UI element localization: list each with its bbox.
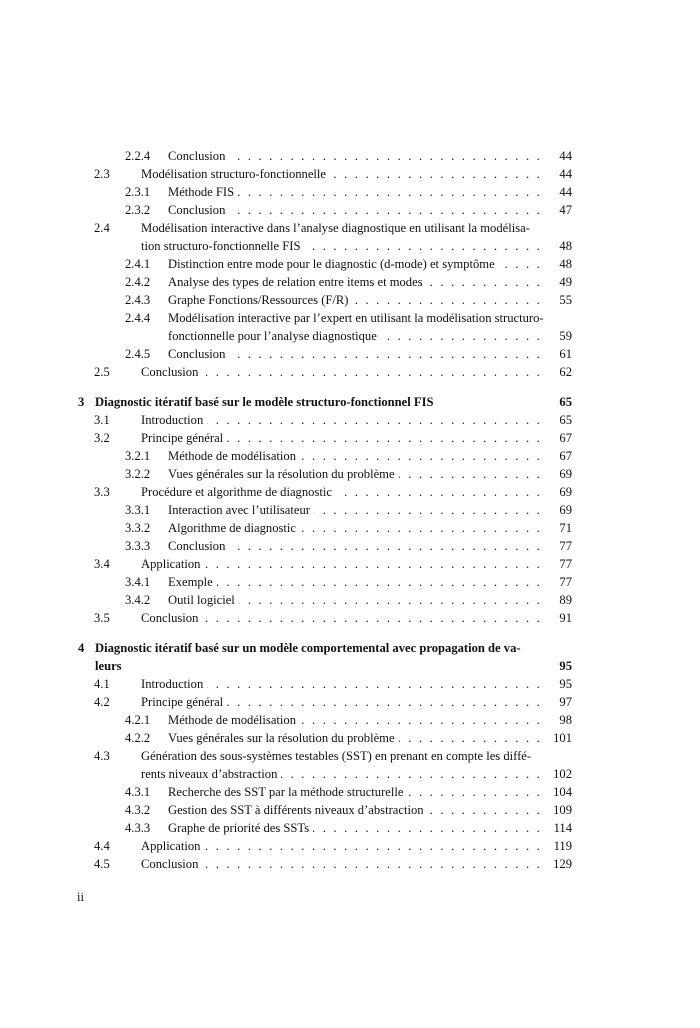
toc-entry[interactable] [78,729,572,747]
toc-entry-title-line1: Modélisation interactive dans l’analyse diagnostique en utilisant la modélisa- [141,221,530,235]
toc-entry-title: Principe général [141,695,227,709]
toc-entry-number: 2.5 [94,365,110,379]
toc-entry[interactable] [78,609,572,627]
toc-entry-page: 47 [559,203,572,217]
toc-entry-page: 119 [553,839,572,853]
toc-entry-page: 48 [559,239,572,253]
toc-entry[interactable] [78,573,572,591]
toc-entry-page: 59 [559,329,572,343]
toc-entry[interactable] [78,393,572,411]
toc-entry-title: Recherche des SST par la méthode structurelle [168,785,407,799]
toc-entry-number: 2.4.5 [125,347,151,361]
toc-entry-title: Introduction [141,413,207,427]
toc-entry-page: 48 [559,257,572,271]
toc-entry-title: fonctionnelle pour l’analyse diagnostique [168,329,381,343]
toc-entry-page: 104 [553,785,572,799]
toc-entry-number: 2.2.4 [125,149,151,163]
toc-entry-page: 62 [559,365,572,379]
table-of-contents [78,147,572,873]
toc-entry[interactable] [78,675,572,693]
toc-entry-title: Application [141,557,204,571]
toc-entry-title: Interaction avec l’utilisateur [168,503,314,517]
toc-entry[interactable] [78,273,572,291]
toc-entry-number: 2.3 [94,167,110,181]
toc-entry-number: 4.5 [94,857,110,871]
toc-entry[interactable] [78,483,572,501]
toc-entry-title: leurs [95,659,126,673]
toc-entry[interactable] [78,591,572,609]
toc-entry-title: Analyse des types de relation entre items et modes [168,275,427,289]
toc-entry-page: 67 [559,449,572,463]
toc-entry-title: Graphe Fonctions/Ressources (F/R) [168,293,353,307]
toc-entry-number: 2.3.2 [125,203,151,217]
toc-entry[interactable] [78,255,572,273]
toc-entry-number: 3.5 [94,611,110,625]
toc-entry-page: 65 [559,413,572,427]
toc-entry-title: Modélisation structuro-fonctionnelle [141,167,330,181]
toc-entry-number: 4.3.2 [125,803,151,817]
toc-entry[interactable] [78,639,572,675]
toc-entry-title: Diagnostic itératif basé sur le modèle structuro-fonctionnel FIS [95,395,437,409]
toc-entry-title: rents niveaux d’abstraction [141,767,281,781]
toc-entry-number: 4.4 [94,839,110,853]
toc-entry-number: 3.3.2 [125,521,151,535]
toc-entry-page: 49 [559,275,572,289]
toc-entry-number: 4.3.3 [125,821,151,835]
page-number: ii [77,890,84,904]
toc-entry[interactable] [78,465,572,483]
toc-entry-title: tion structuro-fonctionnelle FIS [141,239,305,253]
toc-entry-number: 3.3.3 [125,539,151,553]
toc-entry[interactable] [78,693,572,711]
toc-entry[interactable] [78,783,572,801]
toc-entry-page: 69 [559,467,572,481]
toc-entry-title: Conclusion [141,611,202,625]
toc-entry[interactable] [78,837,572,855]
toc-entry-number: 4.1 [94,677,110,691]
toc-entry-title: Méthode de modélisation [168,713,300,727]
toc-entry-number: 2.3.1 [125,185,151,199]
toc-entry-page: 44 [559,149,572,163]
toc-entry-number: 4.2.1 [125,713,151,727]
toc-entry[interactable] [78,747,572,783]
toc-entry-title-line1: Modélisation interactive par l’expert en utilisant la modélisation structuro- [168,311,544,325]
toc-entry-page: 101 [553,731,572,745]
toc-entry-number: 4.3 [94,749,110,763]
toc-entry-number: 3 [78,395,85,409]
toc-entry-title: Vues générales sur la résolution du problème [168,731,399,745]
toc-entry-number: 3.3.1 [125,503,151,517]
toc-entry[interactable] [78,219,572,255]
toc-entry[interactable] [78,201,572,219]
toc-entry-page: 89 [559,593,572,607]
toc-entry-number: 3.2.1 [125,449,151,463]
toc-entry-title: Conclusion [168,347,229,361]
toc-entry-number: 3.4.2 [125,593,151,607]
toc-entry-page: 77 [559,557,572,571]
toc-entry-page: 71 [559,521,572,535]
toc-entry-page: 67 [559,431,572,445]
toc-entry-title: Algorithme de diagnostic [168,521,300,535]
toc-entry-number: 2.4.1 [125,257,151,271]
toc-entry-number: 3.3 [94,485,110,499]
toc-entry[interactable] [78,519,572,537]
toc-entry-page: 102 [553,767,572,781]
toc-entry-number: 4.3.1 [125,785,151,799]
toc-entry-title: Gestion des SST à différents niveaux d’abstraction [168,803,428,817]
toc-entry-title: Vues générales sur la résolution du problème [168,467,399,481]
toc-entry[interactable] [78,363,572,381]
toc-entry-number: 3.2.2 [125,467,151,481]
toc-entry-number: 3.2 [94,431,110,445]
toc-entry[interactable] [78,537,572,555]
toc-entry-page: 77 [559,539,572,553]
toc-entry-page: 97 [559,695,572,709]
toc-entry-title: Conclusion [168,539,229,553]
toc-entry-title: Conclusion [168,203,229,217]
toc-entry-title: Principe général [141,431,227,445]
toc-entry-title: Méthode de modélisation [168,449,300,463]
toc-entry-page: 98 [559,713,572,727]
toc-entry-number: 2.4.2 [125,275,151,289]
toc-entry[interactable] [78,501,572,519]
toc-entry-title: Outil logiciel [168,593,239,607]
toc-entry[interactable] [78,447,572,465]
toc-entry[interactable] [78,801,572,819]
toc-entry-page: 69 [559,503,572,517]
toc-entry-page: 44 [559,185,572,199]
toc-entry-title-line1: Génération des sous-systèmes testables (SST) en prenant en compte les diffé- [141,749,532,763]
toc-entry-page: 77 [559,575,572,589]
toc-entry-page: 69 [559,485,572,499]
toc-entry-page: 129 [553,857,572,871]
toc-entry[interactable] [78,147,572,165]
toc-entry[interactable] [78,291,572,309]
toc-entry-page: 95 [559,659,572,673]
toc-entry-number: 3.4 [94,557,110,571]
toc-entry-page: 44 [559,167,572,181]
toc-entry-page: 91 [559,611,572,625]
toc-entry-title: Méthode FIS [168,185,238,199]
toc-entry-title-line1: Diagnostic itératif basé sur un modèle comportemental avec propagation de va- [95,641,521,655]
toc-entry-title: Application [141,839,204,853]
toc-entry-page: 55 [559,293,572,307]
toc-entry-title: Conclusion [141,857,202,871]
toc-entry-page: 65 [559,395,572,409]
toc-entry-number: 4.2 [94,695,110,709]
toc-entry-title: Procédure et algorithme de diagnostic [141,485,336,499]
toc-entry-title: Conclusion [168,149,229,163]
toc-entry-title: Introduction [141,677,207,691]
toc-entry-title: Conclusion [141,365,202,379]
toc-entry[interactable] [78,819,572,837]
toc-entry-page: 95 [559,677,572,691]
toc-entry[interactable] [78,309,572,345]
toc-entry[interactable] [78,345,572,363]
toc-entry-number: 4.2.2 [125,731,151,745]
toc-entry-page: 114 [553,821,572,835]
toc-entry[interactable] [78,183,572,201]
toc-entry-title: Graphe de priorité des SSTs [168,821,313,835]
toc-entry-number: 2.4 [94,221,110,235]
toc-entry-page: 61 [559,347,572,361]
toc-entry-title: Distinction entre mode pour le diagnostic (d-mode) et symptôme [168,257,499,271]
toc-entry[interactable] [78,711,572,729]
toc-entry[interactable] [78,165,572,183]
toc-entry[interactable] [78,555,572,573]
toc-entry[interactable] [78,855,572,873]
toc-entry-number: 3.1 [94,413,110,427]
toc-entry[interactable] [78,429,572,447]
toc-entry-title: Exemple [168,575,217,589]
toc-entry-page: 109 [553,803,572,817]
toc-entry-number: 4 [78,641,85,655]
toc-entry-number: 2.4.4 [125,311,151,325]
toc-entry-number: 3.4.1 [125,575,151,589]
toc-entry-number: 2.4.3 [125,293,151,307]
toc-entry[interactable] [78,411,572,429]
